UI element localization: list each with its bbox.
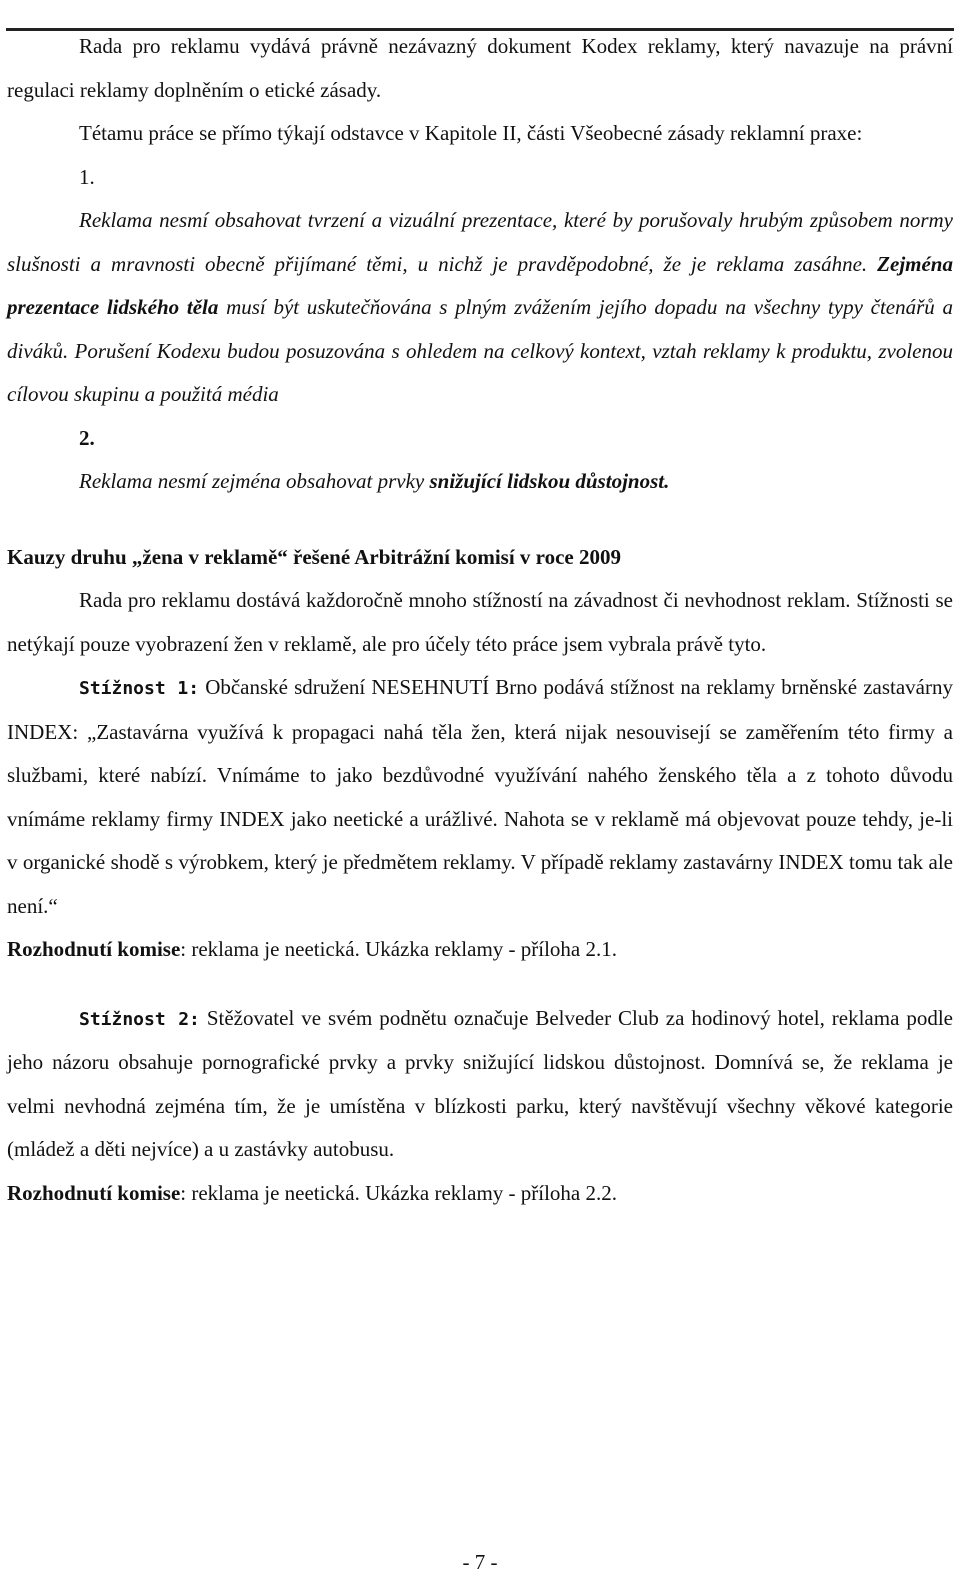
complaint-2-label: Stížnost 2:	[79, 1008, 200, 1030]
code-item-2-end: .	[664, 469, 670, 493]
complaint-1-text: Občanské sdružení NESEHNUTÍ Brno podává stížnost na reklamy brněnské zastavárny INDEX: „Zastavárna využívá k propagaci nahá těla žen, která nijak nesouvisejí se zaměřením této firmy a službami, které nabízí. Vnímáme to jako bezdůvodné využívání nahého ženského těla a z tohoto důvodu vnímáme reklamy firmy INDEX jako neetické a urážlivé. Nahota se v reklamě má objevovat pouze tehdy, je-li v organické shodě s výrobkem, který je předmětem reklamy. V případě reklamy zastavárny INDEX tomu tak ale není.“	[7, 675, 953, 918]
section-intro: Rada pro reklamu dostává každoročně mnoho stížností na závadnost či nevhodnost reklam. Stížnosti se netýkají pouze vyobrazení žen v reklamě, ale pro účely této práce jsem vybrala právě tyto.	[7, 588, 953, 656]
complaint-1	[7, 666, 953, 928]
complaint-2-decision	[7, 1172, 953, 1216]
code-item-1-text-b: musí být uskutečňována s plným zvážením jejího dopadu na všechny typy čtenářů a diváků. Porušení Kodexu budou posuzována s ohledem na celkový kontext, vztah reklamy k produktu, zvolenou cílovou skupinu a použitá média	[7, 295, 953, 406]
page-number: - 7 -	[462, 1550, 498, 1574]
section-heading: Kauzy druhu „žena v reklamě“ řešené Arbitrážní komisí v roce 2009	[7, 544, 622, 569]
code-item-2-text-a: Reklama nesmí zejména obsahovat prvky	[79, 469, 430, 493]
complaint-1-decision-label: Rozhodnutí komise	[7, 937, 181, 961]
paragraph-chapter-reference: Tétamu práce se přímo týkají odstavce v Kapitole II, části Všeobecné zásady reklamní praxe:	[79, 121, 863, 145]
document-page	[0, 25, 960, 1575]
complaint-1-decision-text: : reklama je neetická. Ukázka reklamy - příloha 2.1.	[180, 937, 618, 961]
complaint-1-label: Stížnost 1:	[79, 678, 200, 699]
code-item-2-text	[7, 460, 953, 504]
code-item-1-text-a: Reklama nesmí obsahovat tvrzení a vizuální prezentace, které by porušovaly hrubým způsobem normy slušnosti a mravnosti obecně přijímané těmi, u nichž je pravděpodobné, že je reklama zasáhne.	[7, 208, 953, 276]
complaint-2-decision-label: Rozhodnutí komise	[7, 1180, 181, 1205]
code-item-2-number: 2.	[79, 425, 95, 450]
paragraph-kodex-intro: Rada pro reklamu vydává právně nezávazný dokument Kodex reklamy, který navazuje na právní regulaci reklamy doplněním o etické zásady.	[7, 34, 953, 102]
complaint-2-text: Stěžovatel ve svém podnětu označuje Belveder Club za hodinový hotel, reklama podle jeho názoru obsahuje pornografické prvky a prvky snižující lidskou důstojnost. Domnívá se, že reklama je velmi nevhodná zejména tím, že je umístěna v blízkosti parku, který navštěvují všechny věkové kategorie (mládež a děti nejvíce) a u zastávky autobusu.	[7, 1005, 953, 1161]
code-item-1-text	[7, 199, 953, 417]
complaint-1-decision	[7, 928, 953, 972]
complaint-2	[7, 997, 953, 1172]
complaint-2-decision-text: : reklama je neetická. Ukázka reklamy - příloha 2.2.	[180, 1180, 618, 1205]
code-item-1-emphasis: Zejména prezentace lidského těla	[7, 251, 953, 319]
top-rule	[6, 28, 954, 31]
code-item-1-number: 1.	[79, 164, 95, 189]
code-item-2-emphasis: snižující lidskou důstojnost	[429, 469, 665, 493]
